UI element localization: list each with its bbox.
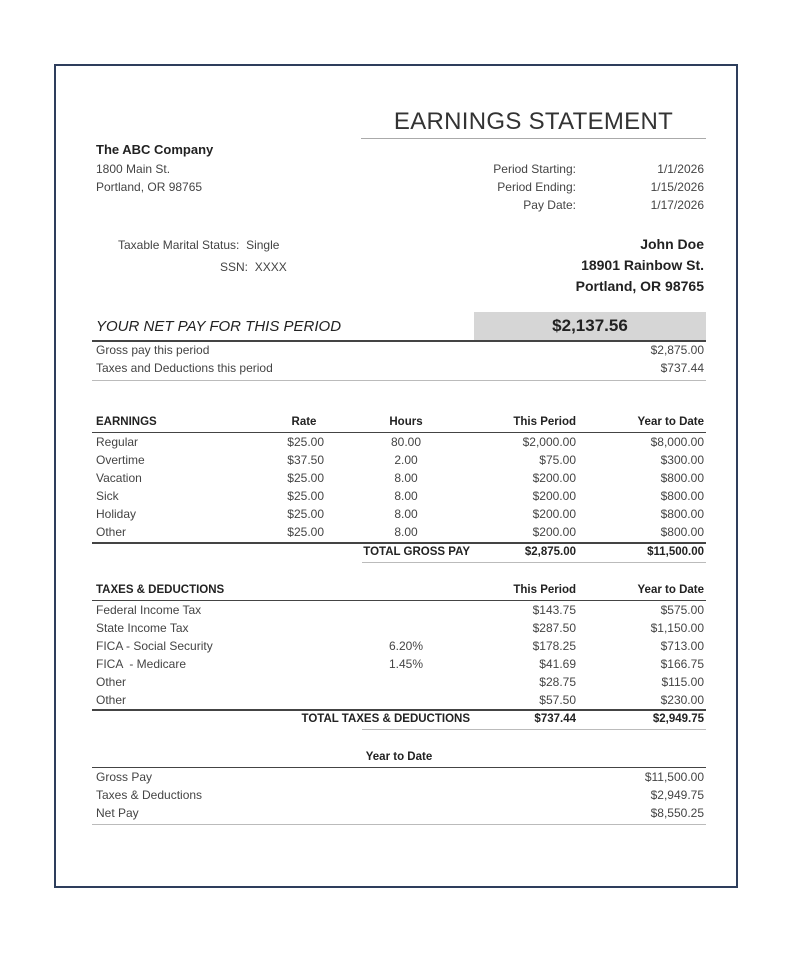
earnings-row-period: $200.00	[532, 525, 576, 539]
earnings-row-rate: $25.00	[287, 435, 324, 449]
earnings-row-ytd: $800.00	[660, 489, 704, 503]
earnings-row-period: $200.00	[532, 489, 576, 503]
tax-row-period: $178.25	[532, 639, 576, 653]
ytd-header-rule	[92, 767, 706, 768]
tax-row-name: State Income Tax	[96, 621, 189, 635]
tax-row-period: $143.75	[532, 603, 576, 617]
tax-row-ytd: $713.00	[660, 639, 704, 653]
tax-row-name: FICA - Medicare	[96, 657, 187, 671]
earnings-row-name: Sick	[96, 489, 119, 503]
earnings-row-ytd: $800.00	[660, 471, 704, 485]
pay-date-value: 1/17/2026	[650, 198, 704, 212]
earnings-ytd-header: Year to Date	[637, 416, 704, 428]
marital-status	[118, 238, 279, 252]
tax-row-period: $41.69	[539, 657, 576, 671]
tax-row-rate: 6.20%	[388, 639, 424, 653]
net-pay-label: YOUR NET PAY FOR THIS PERIOD	[96, 318, 342, 335]
tax-row-ytd: $1,150.00	[650, 621, 704, 635]
tax-row-ytd: $230.00	[660, 693, 704, 707]
earnings-row-hours: 8.00	[394, 489, 418, 503]
earnings-rate-header: Rate	[291, 416, 317, 428]
net-pay-bottom-rule	[92, 380, 706, 381]
earnings-row-period: $2,000.00	[522, 435, 576, 449]
employee-address-line2: Portland, OR 98765	[575, 278, 704, 294]
earnings-row-name: Vacation	[96, 471, 142, 485]
taxes-period-label: Taxes and Deductions this period	[96, 361, 273, 375]
total-taxes-ytd: $2,949.75	[652, 713, 704, 725]
earnings-hours-header: Hours	[389, 416, 423, 428]
tax-row-period: $57.50	[539, 693, 576, 707]
marital-status-label: Taxable Marital Status:	[118, 238, 240, 252]
taxes-header-rule	[92, 600, 706, 601]
ytd-net-pay-value: $8,550.25	[650, 806, 704, 820]
period-end-value: 1/15/2026	[650, 180, 704, 194]
earnings-row-period: $75.00	[539, 453, 576, 467]
earnings-period-header: This Period	[513, 416, 576, 428]
total-gross-pay-label: TOTAL GROSS PAY	[363, 546, 470, 558]
earnings-row-period: $200.00	[532, 507, 576, 521]
employee-address-line1: 18901 Rainbow St.	[581, 257, 704, 273]
tax-row-ytd: $115.00	[661, 675, 704, 689]
period-start-value: 1/1/2026	[657, 162, 704, 176]
earnings-row-hours: 8.00	[394, 525, 418, 539]
company-address-line1: 1800 Main St.	[96, 162, 171, 176]
earnings-row-ytd: $8,000.00	[650, 435, 704, 449]
taxes-period-header: This Period	[513, 584, 576, 596]
tax-row-rate: 1.45%	[388, 657, 424, 671]
ssn-value: XXXX	[254, 260, 287, 274]
tax-row-period: $287.50	[532, 621, 576, 635]
earnings-row-rate: $25.00	[287, 471, 324, 485]
earnings-row-hours: 8.00	[394, 471, 418, 485]
earnings-row-period: $200.00	[532, 471, 576, 485]
total-taxes-period: $737.44	[534, 713, 576, 725]
ytd-net-pay-label: Net Pay	[96, 806, 139, 820]
document-title: EARNINGS STATEMENT	[393, 108, 674, 135]
earnings-row-name: Regular	[96, 435, 139, 449]
ytd-taxes-label: Taxes & Deductions	[96, 788, 203, 802]
earnings-row-rate: $25.00	[287, 507, 324, 521]
earnings-row-rate: $25.00	[287, 525, 324, 539]
ssn	[220, 260, 287, 274]
earnings-row-ytd: $800.00	[660, 507, 704, 521]
title-underline	[361, 138, 706, 139]
pay-date-label: Pay Date:	[523, 198, 576, 212]
earnings-row-ytd: $800.00	[660, 525, 704, 539]
company-name: The ABC Company	[96, 142, 214, 157]
tax-row-ytd: $575.00	[660, 603, 704, 617]
total-taxes-label: TOTAL TAXES & DEDUCTIONS	[301, 713, 470, 725]
earnings-row-hours: 80.00	[390, 435, 422, 449]
taxes-header: TAXES & DEDUCTIONS	[96, 584, 225, 596]
ytd-summary-header: Year to Date	[365, 751, 433, 763]
gross-pay-period-value: $2,875.00	[650, 343, 704, 357]
period-end-label: Period Ending:	[497, 180, 576, 194]
earnings-statement-document	[54, 64, 738, 888]
taxes-total-rule	[92, 709, 706, 711]
earnings-row-name: Overtime	[96, 453, 145, 467]
taxes-period-value: $737.44	[660, 361, 704, 375]
earnings-header-rule	[92, 432, 706, 433]
ytd-gross-pay-value: $11,500.00	[644, 770, 704, 784]
period-start-label: Period Starting:	[493, 162, 576, 176]
earnings-total-bottom-rule	[362, 562, 706, 563]
company-address-line2: Portland, OR 98765	[96, 180, 203, 194]
net-pay-divider	[92, 340, 706, 342]
earnings-row-ytd: $300.00	[660, 453, 704, 467]
earnings-header: EARNINGS	[96, 416, 157, 428]
earnings-row-rate: $25.00	[287, 489, 324, 503]
tax-row-name: Other	[96, 693, 127, 707]
tax-row-period: $28.75	[539, 675, 576, 689]
tax-row-ytd: $166.75	[660, 657, 704, 671]
ytd-gross-pay-label: Gross Pay	[96, 770, 153, 784]
marital-status-value: Single	[246, 238, 280, 252]
ytd-taxes-value: $2,949.75	[650, 788, 704, 802]
employee-name: John Doe	[640, 236, 704, 252]
taxes-ytd-header: Year to Date	[637, 584, 704, 596]
earnings-row-name: Holiday	[96, 507, 137, 521]
gross-pay-period-label: Gross pay this period	[96, 343, 210, 357]
tax-row-name: Federal Income Tax	[96, 603, 202, 617]
earnings-row-rate: $37.50	[287, 453, 324, 467]
tax-row-name: Other	[96, 675, 127, 689]
earnings-total-rule	[92, 542, 706, 544]
total-gross-pay-period: $2,875.00	[524, 546, 576, 558]
tax-row-name: FICA - Social Security	[96, 639, 213, 653]
earnings-row-name: Other	[96, 525, 127, 539]
taxes-total-bottom-rule	[362, 729, 706, 730]
net-pay-value: $2,137.56	[552, 316, 628, 335]
earnings-row-hours: 2.00	[394, 453, 418, 467]
earnings-row-hours: 8.00	[394, 507, 418, 521]
ytd-bottom-rule	[92, 824, 706, 825]
ssn-label: SSN:	[220, 260, 249, 274]
total-gross-pay-ytd: $11,500.00	[647, 546, 704, 558]
